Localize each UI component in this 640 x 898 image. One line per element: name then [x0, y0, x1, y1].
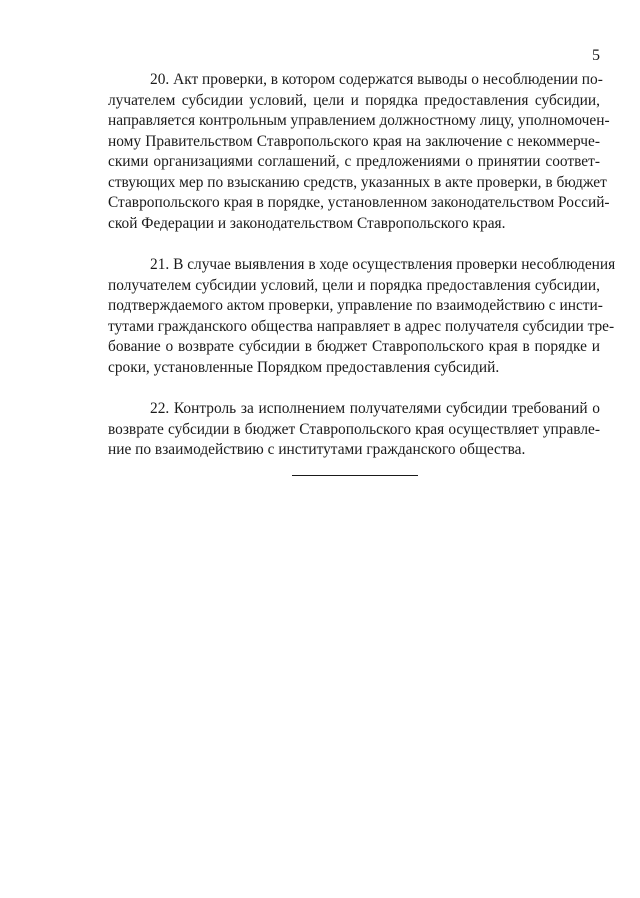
paragraph-line: сроки, установленные Порядком предоставления субсидий.	[108, 358, 500, 376]
paragraph-line: получателем субсидии условий, цели и порядка предоставления субсидии,	[108, 276, 600, 294]
paragraph-20	[108, 70, 610, 234]
paragraph-line: ние по взаимодействию с институтами гражданского общества.	[108, 441, 526, 458]
paragraph-line: лучателем субсидии условий, цели и порядка предоставления субсидии,	[108, 91, 600, 109]
paragraph-line: скими организациями соглашений, с предложениями о принятии соответ-	[108, 153, 600, 170]
paragraph-line: 21. В случае выявления в ходе осуществления проверки несоблюдения	[150, 256, 616, 273]
document-body	[108, 70, 616, 461]
paragraph-line: 22. Контроль за исполнением получателями субсидии требований о	[150, 400, 600, 417]
paragraph-line: направляется контрольным управлением должностному лицу, уполномочен-	[108, 112, 610, 129]
paragraph-line: подтверждаемого актом проверки, управление по взаимодействию с инсти-	[108, 297, 603, 314]
paragraph-line: ному Правительством Ставропольского края на заключение с некоммерче-	[108, 132, 600, 150]
paragraph-line: ской Федерации и законодательством Ставропольского края.	[108, 214, 506, 232]
paragraph-line: возврате субсидии в бюджет Ставропольского края осуществляет управле-	[108, 420, 600, 438]
page-number: 5	[592, 47, 600, 64]
paragraph-line: ствующих мер по взысканию средств, указанных в акте проверки, в бюджет	[108, 173, 607, 191]
paragraph-22	[108, 399, 600, 461]
end-separator-line	[292, 475, 418, 476]
paragraph-21	[108, 255, 616, 378]
paragraph-line: тутами гражданского общества направляет в адрес получателя субсидии тре-	[108, 317, 615, 335]
paragraph-line: 20. Акт проверки, в котором содержатся выводы о несоблюдении по-	[150, 71, 603, 88]
paragraph-line: Ставропольского края в порядке, установленном законодательством Россий-	[108, 194, 610, 211]
paragraph-line: бование о возврате субсидии в бюджет Ставропольского края в порядке и	[108, 338, 600, 355]
